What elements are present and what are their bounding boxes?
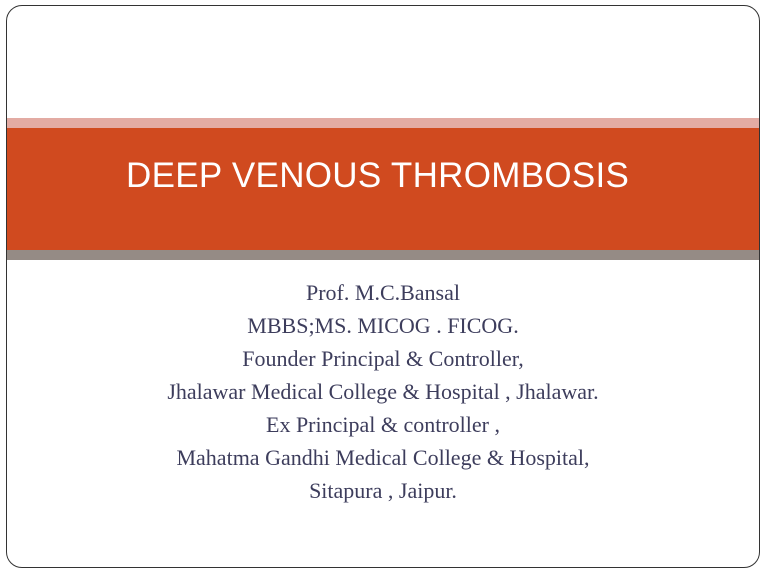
author-institution-2: Mahatma Gandhi Medical College & Hospital,	[176, 445, 590, 470]
author-role-1: Founder Principal & Controller,	[242, 346, 524, 371]
subtitle-block	[7, 276, 759, 507]
title-band-top-stripe	[7, 118, 759, 128]
author-degrees: MBBS;MS. MICOG . FICOG.	[247, 313, 519, 338]
slide-title: DEEP VENOUS THROMBOSIS	[126, 156, 630, 195]
title-band-bottom-stripe	[7, 250, 759, 260]
author-institution-1: Jhalawar Medical College & Hospital , Jhalawar.	[167, 379, 599, 404]
author-role-2: Ex Principal & controller ,	[266, 412, 500, 437]
slide	[6, 5, 760, 568]
author-name: Prof. M.C.Bansal	[306, 280, 460, 305]
author-location: Sitapura , Jaipur.	[309, 478, 457, 503]
